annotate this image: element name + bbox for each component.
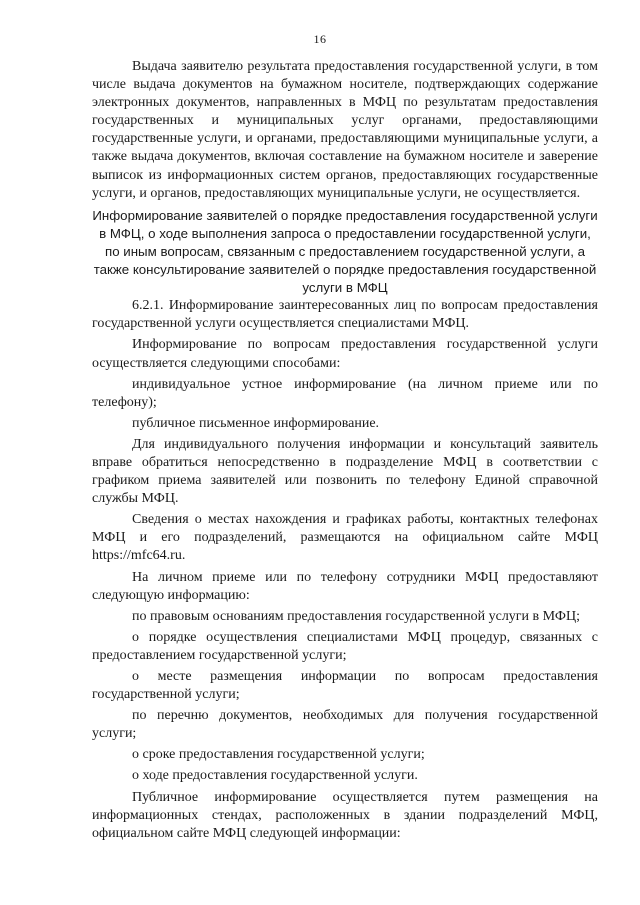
paragraph-documents-list: по перечню документов, необходимых для получения государственной услуги; — [92, 708, 598, 742]
paragraph-legal-grounds: по правовым основаниям предоставления государственной услуги в МФЦ; — [132, 608, 580, 624]
paragraph-written-info: публичное письменное информирование. — [132, 415, 380, 431]
paragraph-service-progress: о ходе предоставления государственной услуги. — [132, 768, 418, 784]
paragraph-info-methods: Информирование по вопросам предоставления государственной услуги осуществляется следующими способами: — [92, 337, 598, 371]
paragraph-locations-contacts: Сведения о местах нахождения и графиках работы, контактных телефонах МФЦ и его подразделений, размещаются на официальном сайте МФЦ https://mfc64.ru. — [92, 512, 598, 564]
paragraph-procedures: о порядке осуществления специалистами МФЦ процедур, связанных с предоставлением государственной услуги; — [92, 629, 598, 663]
page-number: 16 — [313, 32, 327, 46]
section-heading: Информирование заявителей о порядке предоставления государственной услуги в МФЦ, о ходе выполнения запроса о предоставлении государственной услуги, по иным вопросам, связанным с предоставлением государственной услуги, а также консультирование заявителей о порядке предоставления государственной услуги в МФЦ — [92, 207, 598, 296]
paragraph-individual-consult: Для индивидуального получения информации и консультаций заявитель вправе обратиться непосредственно в подразделение МФЦ в соответствии с графиком приема заявителей или позвонить по телефону Единой справочной службы МФЦ. — [92, 436, 598, 507]
paragraph-public-info: Публичное информирование осуществляется путем размещения на информационных стендах, расположенных в здании подразделений МФЦ, официальном сайте МФЦ следующей информации: — [92, 789, 598, 841]
paragraph-oral-info: индивидуальное устное информирование (на личном приеме или по телефону); — [92, 376, 598, 410]
document-body — [92, 58, 598, 843]
paragraph-personal-reception: На личном приеме или по телефону сотрудники МФЦ предоставляют следующую информацию: — [92, 569, 598, 603]
paragraph-result-issuance: Выдача заявителю результата предоставления государственной услуги, в том числе выдача документов на бумажном носителе, подтверждающих содержание электронных документов, направленных в МФЦ по результатам предоставления государственных и муниципальных услуг органами, предоставляющими государственные услуги, и органами, предоставляющими муниципальные услуги, а также выдача документов, включая составление на бумажном носителе и заверение выписок из информационных систем органов, предоставляющих государственные услуги, и органов, предоставляющих муниципальные услуги, не осуществляется. — [92, 59, 598, 201]
paragraph-6-2-1: 6.2.1. Информирование заинтересованных лиц по вопросам предоставления государственной услуги осуществляется специалистами МФЦ. — [92, 298, 598, 332]
paragraph-service-term: о сроке предоставления государственной услуги; — [132, 747, 425, 763]
paragraph-info-location: о месте размещения информации по вопросам предоставления государственной услуги; — [92, 669, 598, 703]
